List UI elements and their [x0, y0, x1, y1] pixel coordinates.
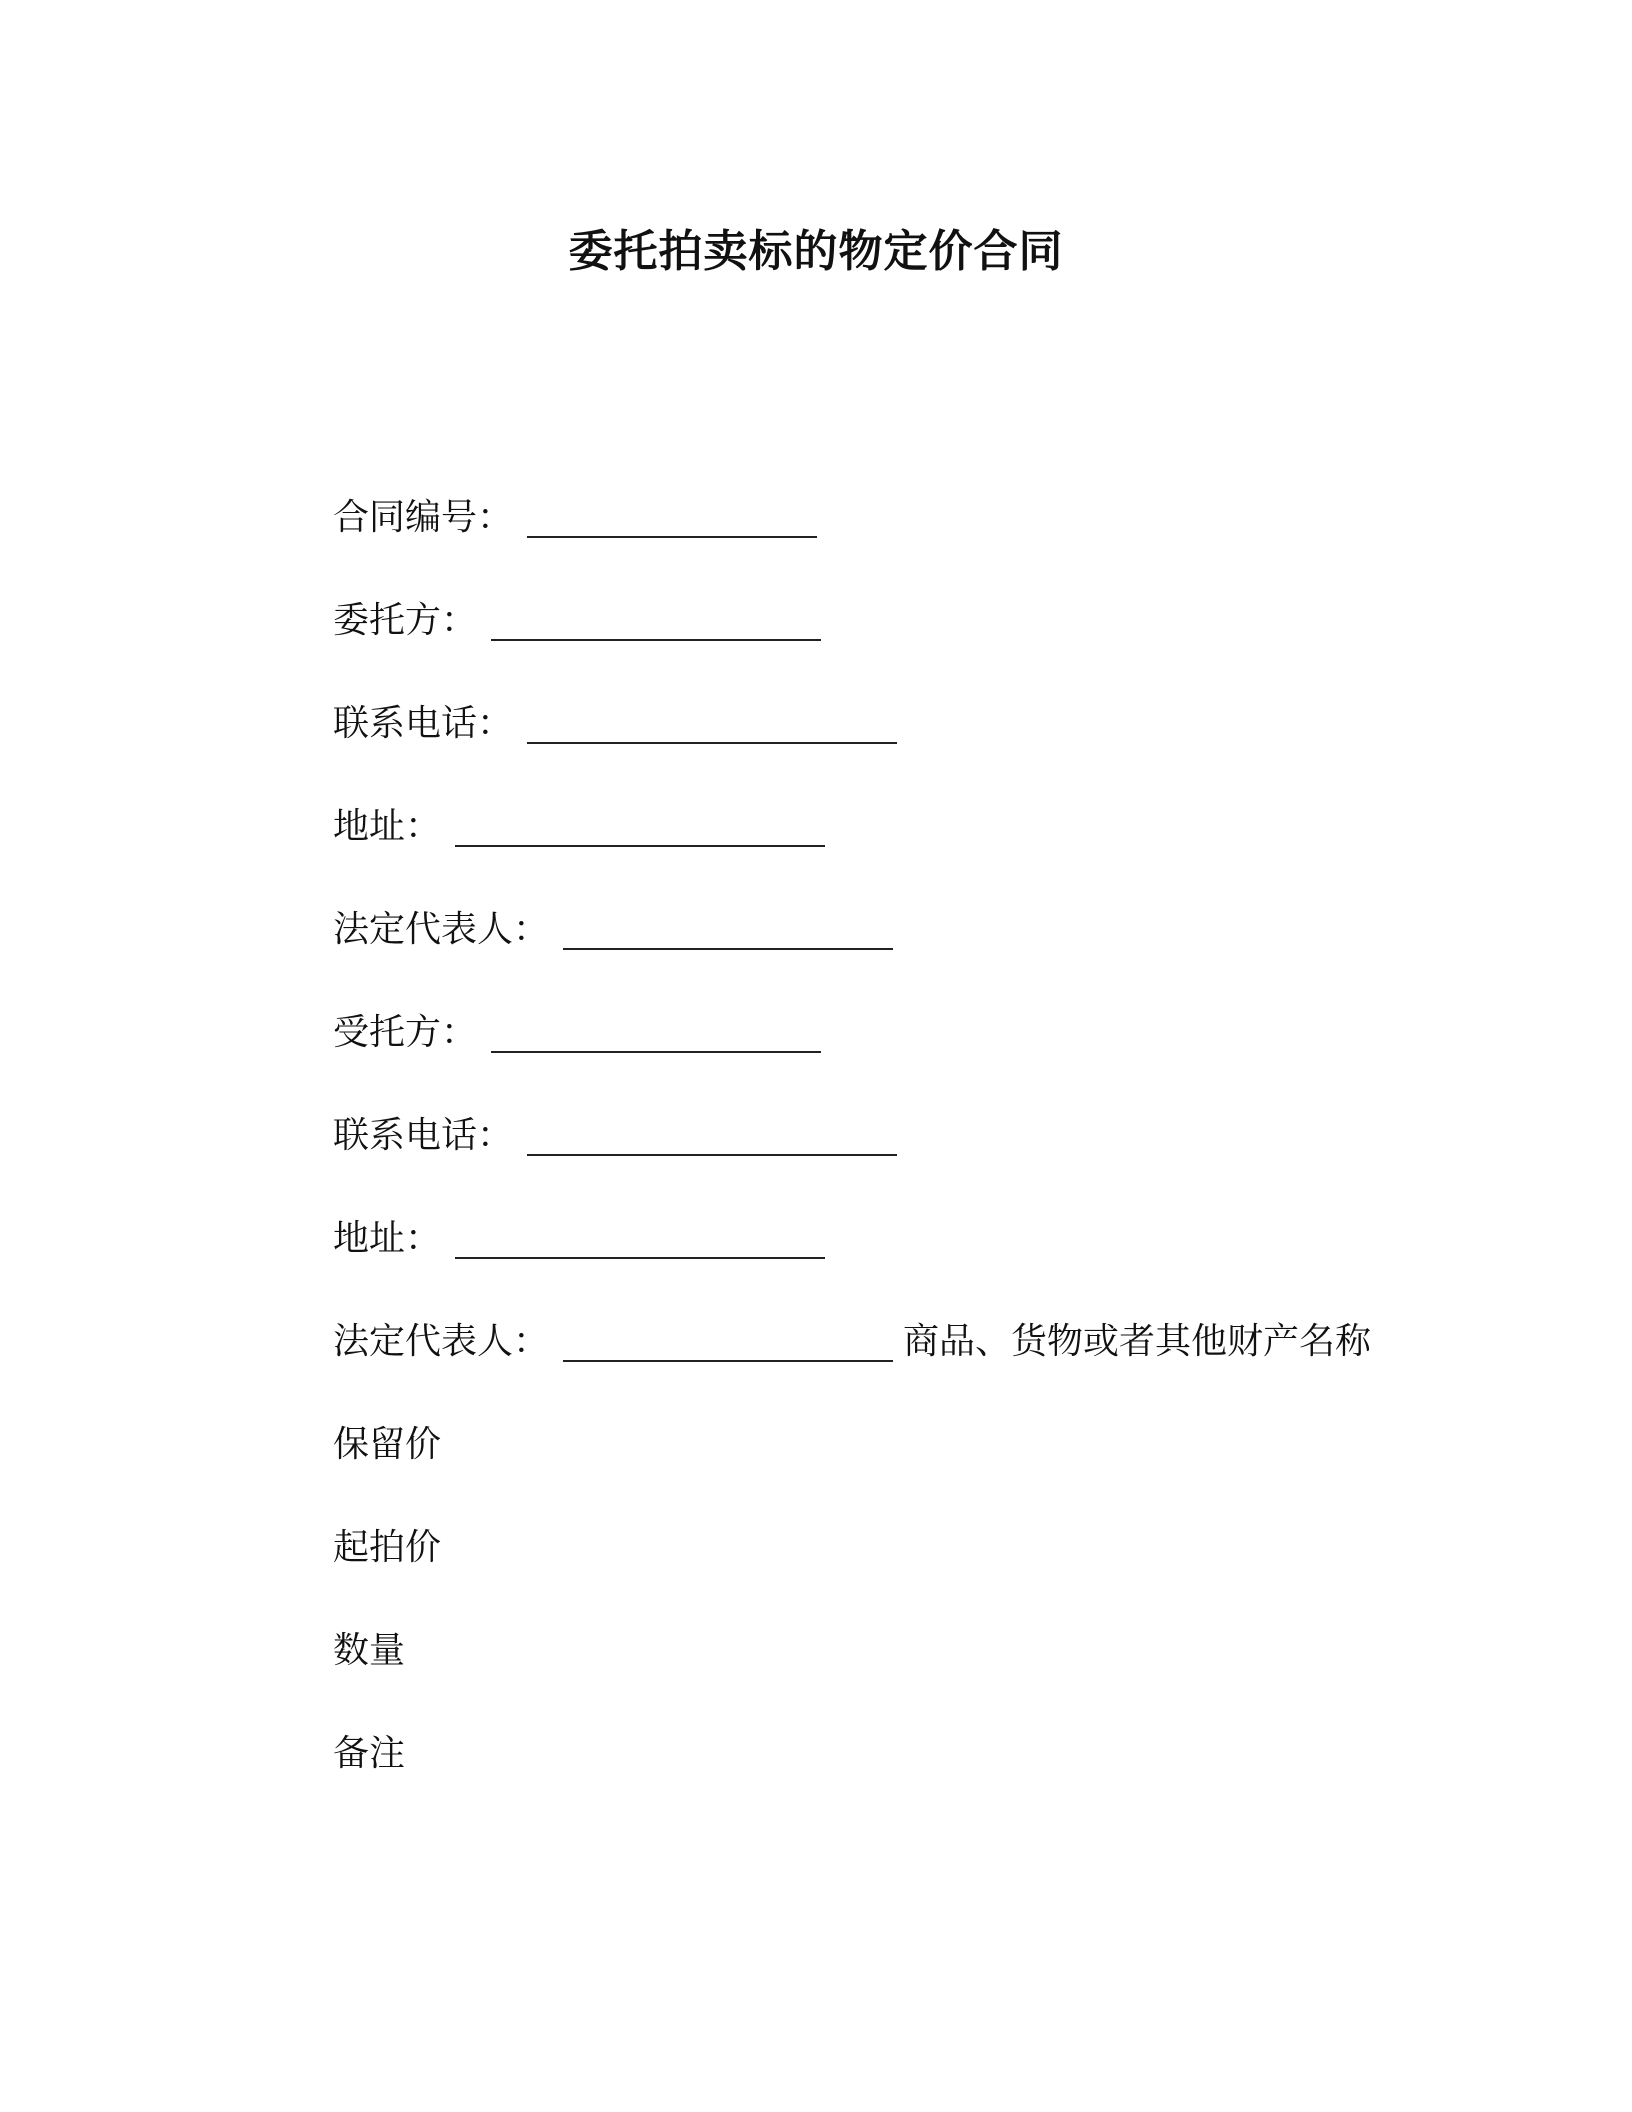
field-label: 数量 — [333, 1630, 406, 1671]
field-agent-phone — [333, 1110, 1583, 1213]
agent-legal-rep-blank[interactable] — [563, 1320, 893, 1362]
page-title: 委托拍卖标的物定价合同 — [568, 226, 1064, 277]
field-label: 联系电话： — [333, 1115, 514, 1156]
field-agent-address — [333, 1213, 1583, 1316]
agent-phone-blank[interactable] — [527, 1114, 897, 1156]
field-label: 合同编号： — [333, 497, 514, 538]
field-remarks — [333, 1728, 1583, 1831]
client-phone-blank[interactable] — [527, 702, 897, 744]
client-address-blank[interactable] — [455, 805, 825, 847]
item-name-heading: 商品、货物或者其他财产名称 — [903, 1321, 1372, 1362]
client-legal-rep-blank[interactable] — [563, 908, 893, 950]
field-client-address — [333, 801, 1583, 904]
field-label: 委托方： — [333, 600, 478, 641]
agent-address-blank[interactable] — [455, 1217, 825, 1259]
field-contract-number — [333, 492, 1583, 595]
field-client — [333, 595, 1583, 698]
field-client-legal-rep — [333, 904, 1583, 1007]
field-reserve-price — [333, 1419, 1583, 1522]
contract-number-blank[interactable] — [527, 496, 817, 538]
field-label: 受托方： — [333, 1012, 478, 1053]
field-label: 地址： — [333, 806, 442, 847]
field-label: 法定代表人： — [333, 1321, 550, 1362]
field-client-phone — [333, 698, 1583, 801]
field-label: 起拍价 — [333, 1527, 442, 1568]
field-label: 联系电话： — [333, 703, 514, 744]
client-blank[interactable] — [491, 599, 821, 641]
field-starting-price — [333, 1522, 1583, 1625]
agent-blank[interactable] — [491, 1011, 821, 1053]
field-label: 地址： — [333, 1218, 442, 1259]
field-label: 保留价 — [333, 1424, 442, 1465]
contract-fields — [333, 492, 1583, 1831]
field-agent-legal-rep — [333, 1316, 1583, 1419]
field-label: 备注 — [333, 1733, 406, 1774]
field-quantity — [333, 1625, 1583, 1728]
field-agent — [333, 1007, 1583, 1110]
field-label: 法定代表人： — [333, 909, 550, 950]
